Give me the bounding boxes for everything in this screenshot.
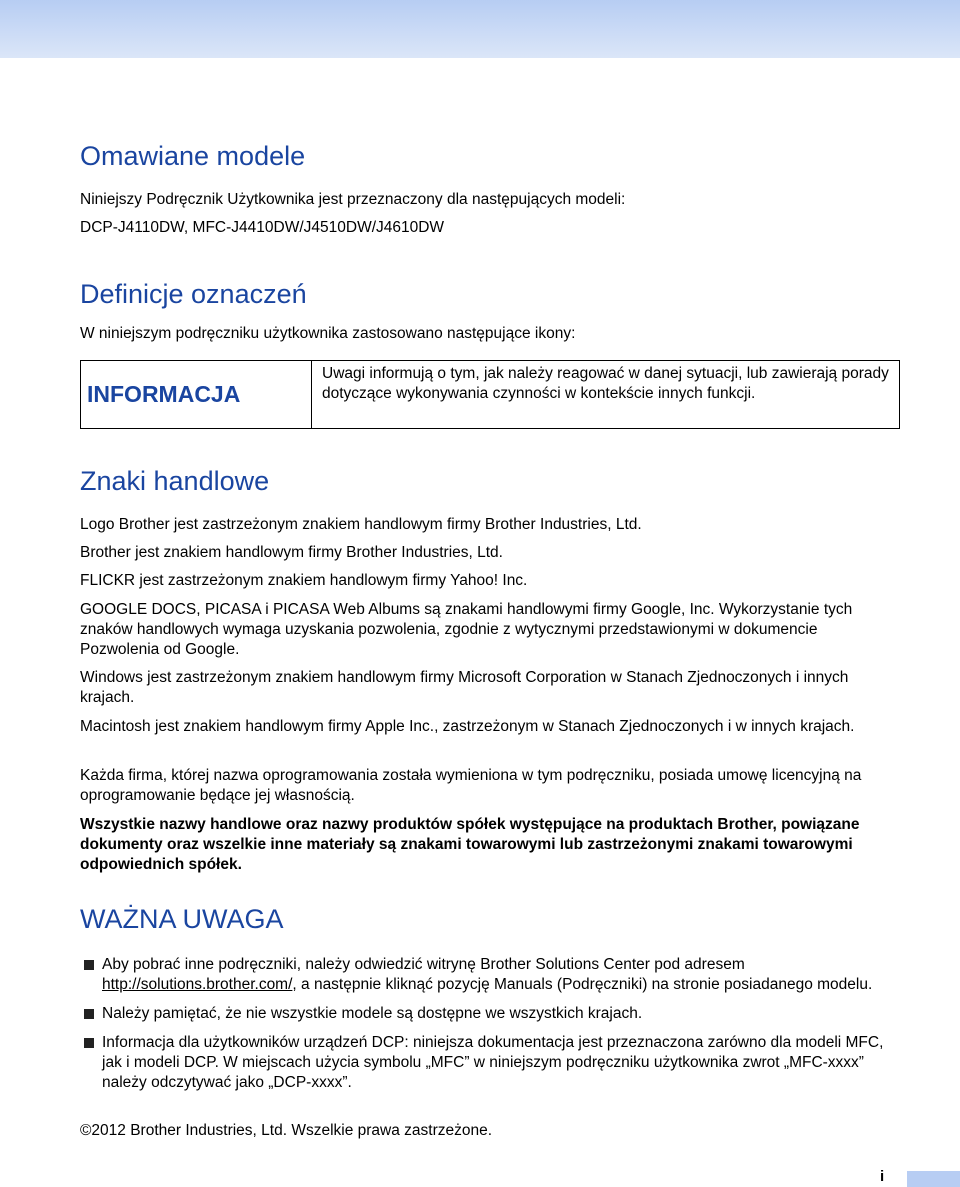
- solutions-link[interactable]: http://solutions.brother.com/: [102, 976, 293, 993]
- heading-models: Omawiane modele: [80, 141, 306, 171]
- definitions-intro: W niniejszym podręczniku użytkownika zastosowano następujące ikony:: [80, 325, 576, 342]
- info-description: Uwagi informują o tym, jak należy reagować w danej sytuacji, lub zawierają porady dotyczące wykonywania czynności w kontekście innych funkcji.: [322, 365, 889, 402]
- trademark-p3: FLICKR jest zastrzeżonym znakiem handlowym firmy Yahoo! Inc.: [80, 572, 528, 589]
- list-item: [80, 1004, 900, 1024]
- notice-b1-post: , a następnie kliknąć pozycję Manuals (Podręczniki) na stronie posiadanego modelu.: [292, 976, 873, 993]
- bullet-square-icon: [84, 960, 94, 970]
- info-icon-table: [80, 360, 900, 429]
- notice-b1-pre: Aby pobrać inne podręczniki, należy odwiedzić witrynę Brother Solutions Center pod adresem: [102, 956, 745, 973]
- trademark-p4: GOOGLE DOCS, PICASA i PICASA Web Albums są znakami handlowymi firmy Google, Inc. Wykorzystanie tych znaków handlowych wymaga uzyskania pozwolenia, zgodnie z wytycznymi przedstawionymi w dokumencie Pozwolenia od Google.: [80, 601, 853, 658]
- header-band: [0, 0, 960, 58]
- trademark-p6: Macintosh jest znakiem handlowym firmy Apple Inc., zastrzeżonym w Stanach Zjednoczonych i w innych krajach.: [80, 718, 855, 735]
- page-tab: [907, 1171, 960, 1187]
- bullet-square-icon: [84, 1038, 94, 1048]
- trademark-p8: Wszystkie nazwy handlowe oraz nazwy produktów spółek występujące na produktach Brother, powiązane dokumenty oraz wszelkie inne materiały są znakami towarowymi lub zastrzeżonymi znakami towarowymi odpowiednich spółek.: [80, 816, 860, 873]
- heading-notice: WAŻNA UWAGA: [80, 904, 284, 934]
- list-item: [80, 1033, 900, 1093]
- trademark-p2: Brother jest znakiem handlowym firmy Brother Industries, Ltd.: [80, 544, 503, 561]
- notice-list: [80, 955, 900, 1093]
- trademark-p1: Logo Brother jest zastrzeżonym znakiem handlowym firmy Brother Industries, Ltd.: [80, 516, 642, 533]
- models-list: DCP-J4110DW, MFC-J4410DW/J4510DW/J4610DW: [80, 219, 445, 236]
- info-label: INFORMACJA: [81, 361, 312, 428]
- notice-b2: Należy pamiętać, że nie wszystkie modele są dostępne we wszystkich krajach.: [102, 1005, 643, 1022]
- trademark-p7: Każda firma, której nazwa oprogramowania została wymieniona w tym podręczniku, posiada umowę licencyjną na oprogramowanie będące jej własnością.: [80, 767, 862, 804]
- notice-b3: Informacja dla użytkowników urządzeń DCP: niniejsza dokumentacja jest przeznaczona zarówno dla modeli MFC, jak i modeli DCP. W miejscach użycia symbolu „MFC” w niniejszym podręczniku użytkownika zwrot „MFC-xxxx” należy odczytywać jako „DCP-xxxx”.: [102, 1034, 884, 1091]
- copyright: ©2012 Brother Industries, Ltd. Wszelkie prawa zastrzeżone.: [80, 1122, 493, 1139]
- heading-definitions: Definicje oznaczeń: [80, 279, 307, 309]
- heading-trademarks: Znaki handlowe: [80, 466, 270, 496]
- trademark-p5: Windows jest zastrzeżonym znakiem handlowym firmy Microsoft Corporation w Stanach Zjednoczonych i innych krajach.: [80, 669, 849, 706]
- models-intro: Niniejszy Podręcznik Użytkownika jest przeznaczony dla następujących modeli:: [80, 191, 626, 208]
- list-item: [80, 955, 900, 995]
- bullet-square-icon: [84, 1009, 94, 1019]
- page-number: i: [880, 1168, 885, 1185]
